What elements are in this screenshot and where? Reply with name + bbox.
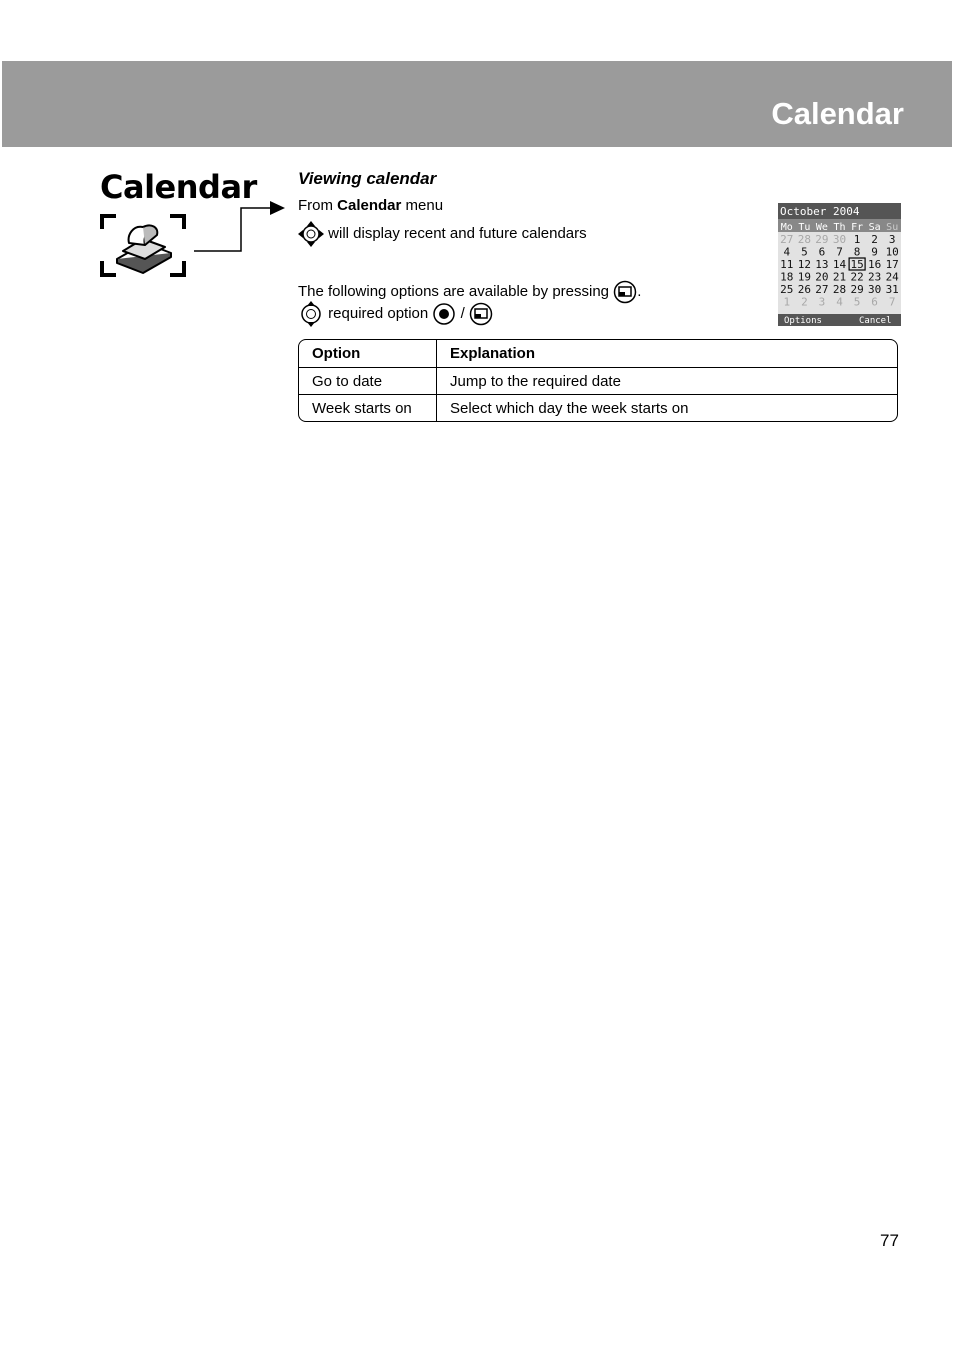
screen-day-cell: 29 (850, 283, 864, 296)
screen-day-cell: 1 (853, 233, 861, 246)
options-table (298, 339, 898, 422)
screen-day-cell: 15 (850, 258, 864, 271)
screen-day-cell: 23 (867, 270, 882, 284)
line2-text: will display recent and future calendars (324, 224, 587, 242)
table-cell-option: Week starts on (299, 394, 437, 421)
table-row (299, 394, 897, 421)
left-softkey-icon-2 (469, 302, 493, 326)
line1-suffix: menu (401, 197, 444, 214)
table-cell-explanation: Select which day the week starts on (437, 394, 897, 421)
screen-day-cell: 8 (853, 245, 861, 259)
screen-day-cell: 13 (815, 258, 829, 271)
screen-day-cell: 5 (801, 245, 808, 259)
page-number: 77 (880, 1231, 899, 1250)
line3-text: The following options are available by pressing (298, 282, 614, 300)
line3-end: . (637, 282, 642, 300)
table-header-row (299, 340, 897, 367)
screen-day-cell: 28 (832, 283, 847, 296)
screen-weekday-label: Fr (851, 222, 864, 233)
screen-day-cell: 10 (885, 245, 899, 259)
screen-day-cell: 26 (797, 283, 812, 296)
screen-weekday-label: We (815, 222, 828, 233)
screen-weekday-label: Mo (780, 222, 793, 233)
page-title: Calendar (771, 96, 904, 131)
screen-day-cell: 7 (888, 295, 896, 309)
screen-day-cell: 30 (867, 283, 882, 296)
screen-day-cell: 18 (780, 270, 794, 284)
screen-day-cell: 31 (885, 283, 899, 296)
instruction-line-4 (298, 301, 493, 327)
calendar-menu-icon (99, 213, 187, 279)
screen-day-cell: 20 (815, 270, 829, 284)
navigation-key-4way-icon (298, 221, 324, 247)
screen-day-cell: 5 (853, 295, 861, 309)
screen-day-cell: 22 (850, 270, 864, 284)
screen-day-cell: 1 (783, 295, 791, 309)
arrow-connector (194, 198, 288, 254)
screen-day-cell: 27 (815, 283, 829, 296)
screen-day-cell: 27 (780, 233, 794, 246)
screen-month-label: October 2004 (780, 205, 860, 218)
screen-day-cell: 25 (780, 283, 794, 296)
screen-day-cell: 24 (885, 270, 899, 284)
screen-day-cell: 9 (871, 245, 878, 259)
screen-day-cell: 6 (871, 295, 878, 309)
screen-day-cell: 30 (832, 233, 847, 246)
screen-day-cell: 14 (832, 258, 847, 271)
section-title: Viewing calendar (298, 169, 437, 188)
screen-day-cell: 2 (801, 295, 808, 309)
phone-calendar-screen (778, 203, 901, 326)
table-cell-explanation: Jump to the required date (437, 367, 897, 394)
table-cell-option: Go to date (299, 367, 437, 394)
screen-day-cell: 21 (832, 270, 847, 284)
table-header-option: Option (299, 340, 437, 367)
instruction-line-1 (298, 197, 443, 214)
screen-day-cell: 29 (815, 233, 829, 246)
screen-day-cell: 2 (871, 233, 878, 246)
table-row (299, 367, 897, 394)
screen-day-cell: 7 (836, 245, 843, 259)
screen-day-cell: 17 (885, 258, 899, 271)
screen-weekday-label: Tu (798, 222, 811, 233)
screen-day-cell: 4 (783, 245, 791, 259)
screen-day-cell: 16 (867, 258, 882, 271)
center-select-key-icon (432, 302, 456, 326)
line4-separator: / (456, 304, 469, 322)
screen-day-cell: 6 (818, 245, 826, 259)
screen-weekday-label: Su (886, 222, 899, 233)
line4-text: required option (324, 304, 433, 322)
navigation-key-updown-icon (298, 301, 324, 327)
screen-day-cell: 12 (797, 258, 812, 271)
line1-prefix: From (298, 197, 338, 214)
screen-day-cell: 4 (836, 295, 843, 309)
screen-day-cell: 3 (888, 233, 896, 246)
screen-cancel-softkey: Cancel (859, 316, 892, 326)
screen-day-cell: 28 (797, 233, 812, 246)
screen-weekday-label: Sa (868, 222, 881, 233)
instruction-line-2 (298, 221, 587, 247)
screen-weekday-label: Th (833, 222, 846, 233)
table-header-explanation: Explanation (450, 345, 536, 362)
screen-day-cell: 11 (780, 258, 794, 271)
screen-day-cell: 19 (797, 270, 812, 284)
screen-day-cell: 3 (818, 295, 826, 309)
left-softkey-icon (613, 280, 637, 304)
calendar-menu-logo: Calendar (100, 168, 257, 206)
screen-options-softkey: Options (784, 316, 822, 326)
calendar-menu-name: Calendar (337, 197, 402, 214)
